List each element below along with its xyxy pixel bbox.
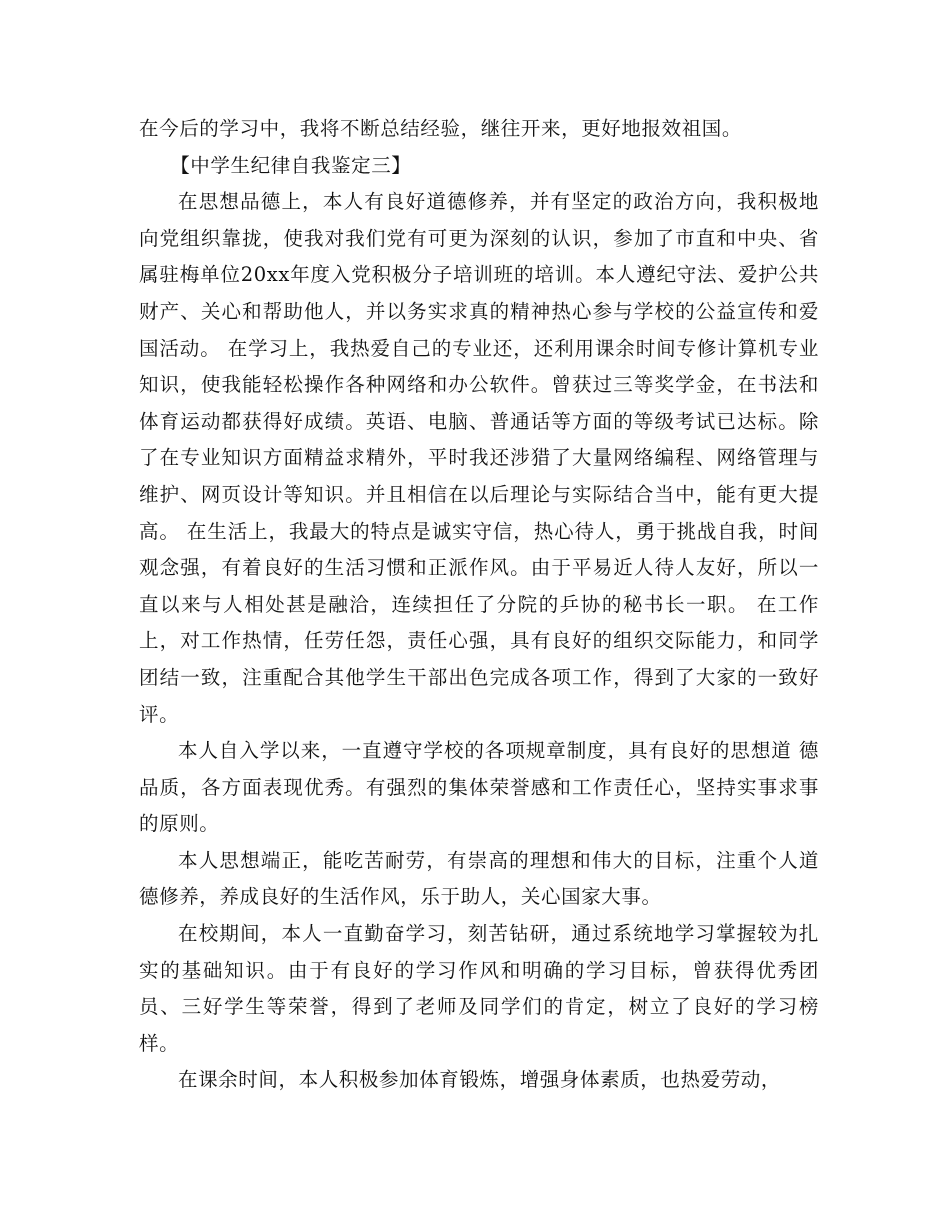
document-body: [139, 111, 819, 1099]
paragraph-rules-compliance: 本人自入学以来，一直遵守学校的各项规章制度，具有良好的思想道 德品质，各方面表现优秀。有强烈的集体荣誉感和工作责任心，坚持实事求事的原则。: [139, 739, 819, 836]
paragraph-study: 在校期间，本人一直勤奋学习，刻苦钻研，通过系统地学习掌握较为扎实的基础知识。由于有良好的学习作风和明确的学习目标，曾获得优秀团员、三好学生等荣誉，得到了老师及同学们的肯定，树立了良好的学习榜样。: [139, 922, 819, 1055]
paragraph-ideology: 本人思想端正，能吃苦耐劳，有崇高的理想和伟大的目标，注重个人道德修养，养成良好的生活作风，乐于助人，关心国家大事。: [139, 848, 819, 909]
paragraph-self-assessment: 在思想品德上，本人有良好道德修养，并有坚定的政治方向，我积极地向党组织靠拢，使我对我们党有可更为深刻的认识，参加了市直和中央、省属驻梅单位20xx年度入党积极分子培训班的培训。本人遵纪守法、爱护公共财产、关心和帮助他人，并以务实求真的精神热心参与学校的公益宣传和爱国活动。 在学习上，我热爱自己的专业还，还利用课余时间专修计算机专业知识，使我能轻松操作各种网络和办公软件。曾获过三等奖学金，在书法和体育运动都获得好成绩。英语、电脑、普通话等方面的等级考试已达标。除了在专业知识方面精益求精外，平时我还涉猎了大量网络编程、网络管理与维护、网页设计等知识。并且相信在以后理论与实际结合当中，能有更大提高。 在生活上，我最大的特点是诚实守信，热心待人，勇于挑战自我，时间观念强，有着良好的生活习惯和正派作风。由于平易近人待人友好，所以一直以来与人相处甚是融洽，连续担任了分院的乒协的秘书长一职。 在工作上，对工作热情，任劳任怨，责任心强，具有良好的组织交际能力，和同学团结一致，注重配合其他学生干部出色完成各项工作，得到了大家的一致好评。: [139, 190, 819, 726]
paragraph-extracurricular: 在课余时间，本人积极参加体育锻炼，增强身体素质，也热爱劳动，: [178, 1068, 782, 1092]
paragraph-closing-line: 在今后的学习中，我将不断总结经验，继往开来，更好地报效祖国。: [139, 117, 743, 140]
section-heading: 【中学生纪律自我鉴定三】: [170, 153, 412, 177]
